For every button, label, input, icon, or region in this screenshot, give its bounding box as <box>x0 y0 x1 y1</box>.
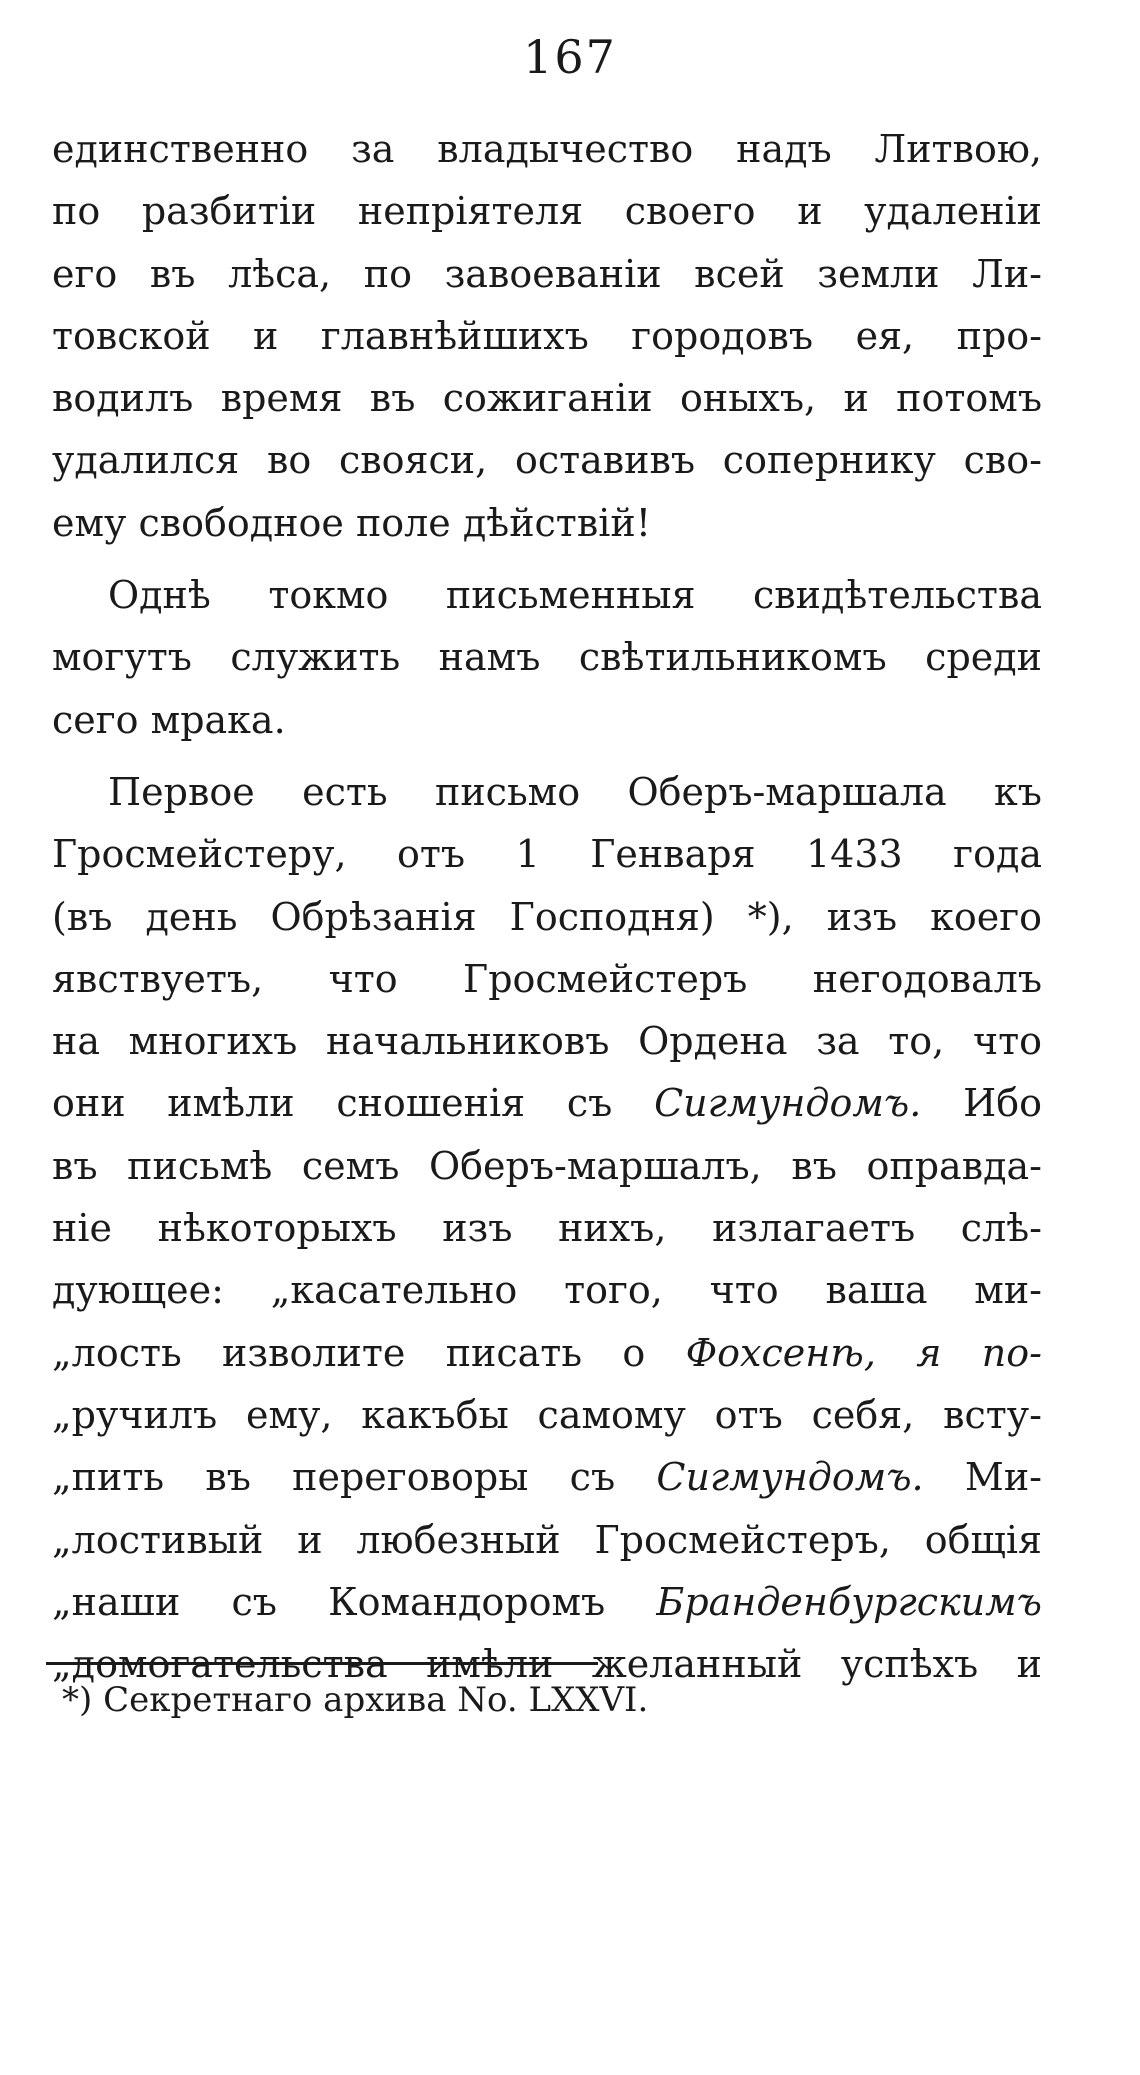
text-line: водилъ время въ сожиганіи оныхъ, и потомъ <box>52 376 1042 421</box>
italic-name: Сигмундомъ. <box>656 1455 924 1500</box>
text-line: явствуетъ, что Гросмейстеръ негодовалъ <box>52 956 1042 1001</box>
italic-name: Бранденбургскимъ <box>656 1579 1042 1624</box>
text-line: „ручилъ ему, какъбы самому отъ себя, всту- <box>52 1392 1042 1437</box>
text-line: Первое есть письмо Оберъ-маршала къ <box>108 769 1042 814</box>
text-line: Однѣ токмо письменныя свидѣтельства <box>108 573 1042 618</box>
text-line: „лостивый и любезный Гросмейстеръ, общія <box>52 1517 1042 1562</box>
footnote-rule <box>46 1662 598 1665</box>
text-line: (въ день Обрѣзанія Господня) *), изъ коего <box>52 894 1042 939</box>
text-segment: они имѣли сношенія съ <box>52 1081 613 1126</box>
text-line: сего мрака. <box>52 697 286 742</box>
text-line <box>52 1446 1042 1508</box>
text-line: могутъ служить намъ свѣтильникомъ среди <box>52 635 1042 680</box>
paragraph-2 <box>52 564 1042 751</box>
text-line: ему свободное поле дѣйствій! <box>52 500 651 545</box>
footnote: *) Секретнаго архива No. LXXVI. <box>62 1680 649 1720</box>
italic-name: Фохсенѣ, <box>685 1330 876 1375</box>
text-line: его въ лѣса, по завоеваніи всей земли Ли- <box>52 251 1042 296</box>
text-line: ніе нѣкоторыхъ изъ нихъ, излагаетъ слѣ- <box>52 1206 1042 1251</box>
text-line: „домогательства имѣли желанный успѣхъ и <box>52 1642 1042 1687</box>
body-text <box>52 118 1042 1695</box>
text-line <box>52 1072 1042 1134</box>
text-line <box>52 1322 1042 1384</box>
paragraph-1 <box>52 118 1042 554</box>
italic-name: Сигмундомъ. <box>654 1081 922 1126</box>
text-segment: я по- <box>916 1330 1042 1375</box>
text-segment: „пить въ переговоры съ <box>52 1455 616 1500</box>
paragraph-3 <box>52 761 1042 1695</box>
text-line: дующее: „касательно того, что ваша ми- <box>52 1268 1042 1313</box>
text-line: Гросмейстеру, отъ 1 Генваря 1433 года <box>52 832 1042 877</box>
text-segment: „лость изволите писать о <box>52 1330 646 1375</box>
text-segment: Ми- <box>964 1455 1042 1500</box>
text-line: въ письмѣ семъ Оберъ-маршалъ, въ оправда- <box>52 1143 1042 1188</box>
page-number: 167 <box>523 30 617 84</box>
text-line: удалился во свояси, оставивъ сопернику сво- <box>52 438 1042 483</box>
text-line: по разбитіи непріятеля своего и удаленіи <box>52 189 1042 234</box>
text-line: единственно за владычество надъ Литвою, <box>52 127 1042 171</box>
text-line <box>52 1571 1042 1633</box>
text-line: на многихъ начальниковъ Ордена за то, что <box>52 1019 1042 1064</box>
text-segment: „наши съ Командоромъ <box>52 1579 606 1624</box>
text-segment: Ибо <box>963 1081 1042 1126</box>
text-line: товской и главнѣйшихъ городовъ ея, про- <box>52 313 1042 358</box>
